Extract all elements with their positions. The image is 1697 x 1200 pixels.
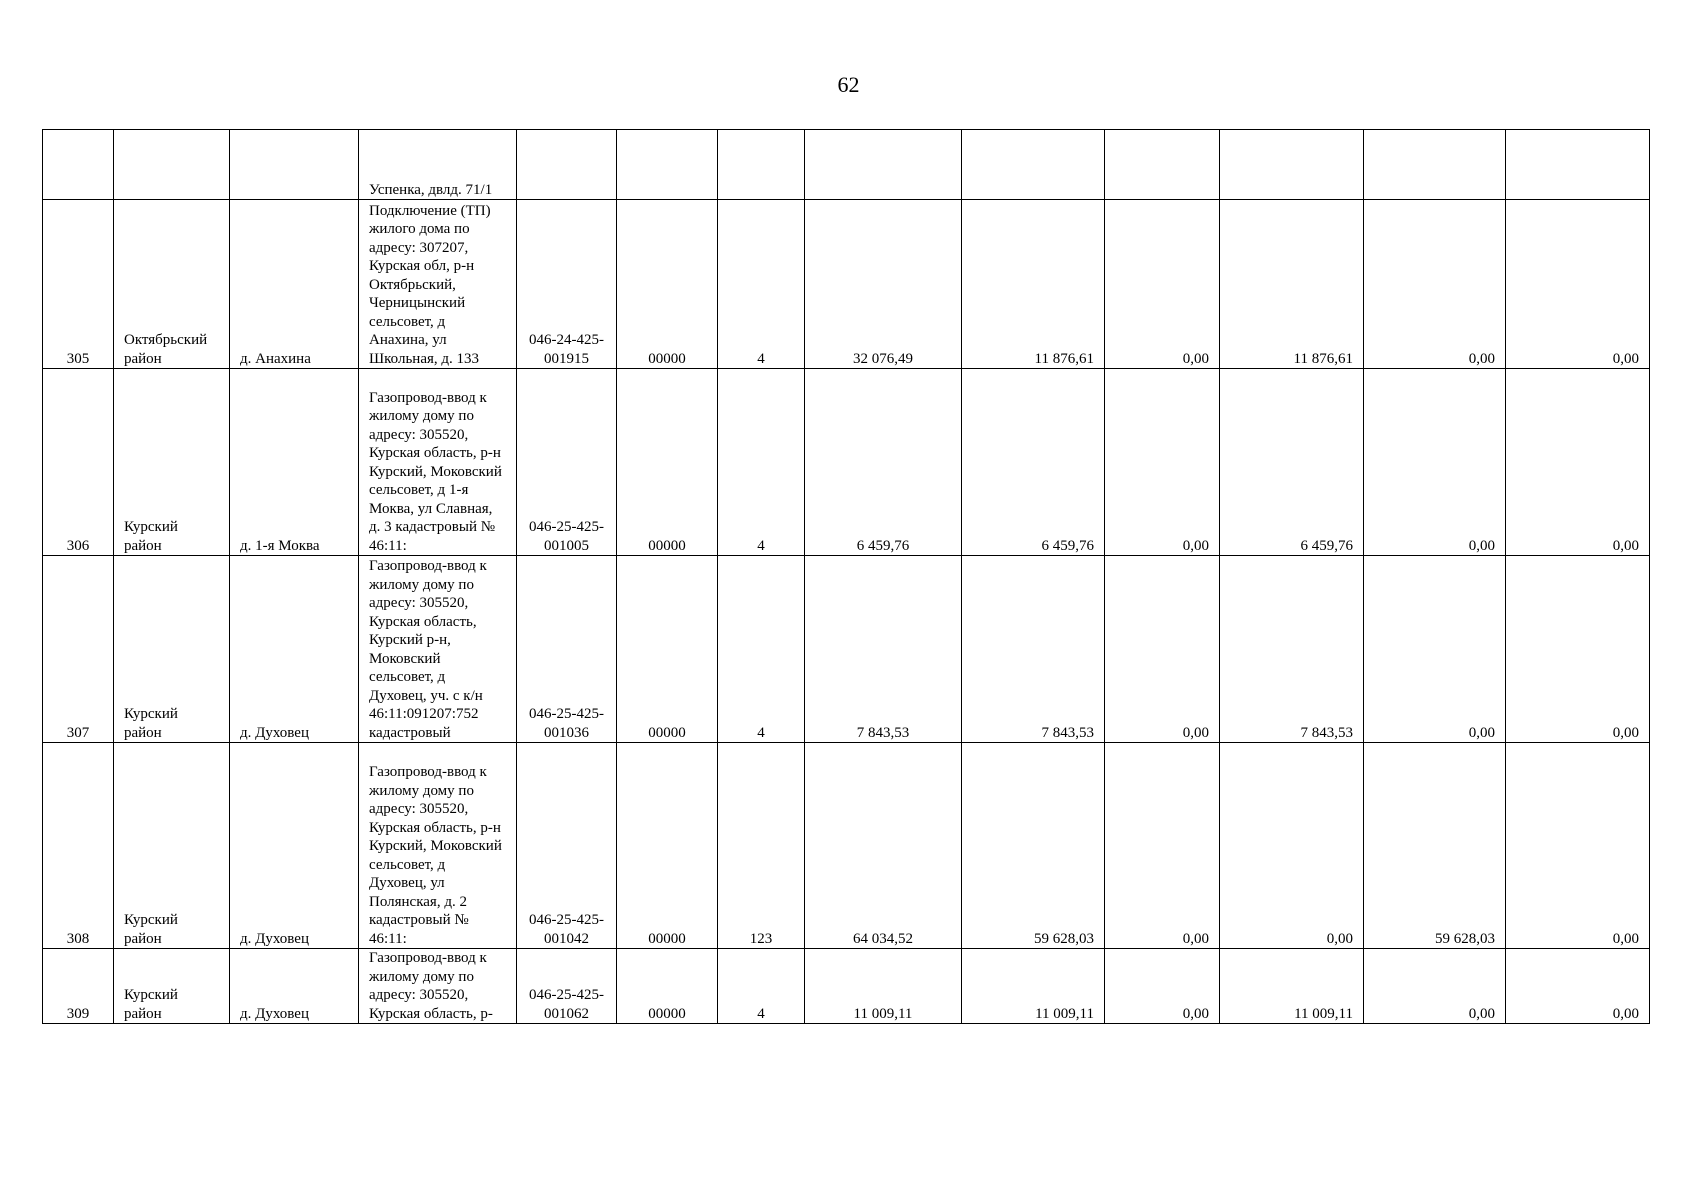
cell-v2: 7 843,53 [962,556,1105,743]
cell-v6: 0,00 [1506,369,1650,556]
cell-address: Газопровод-ввод к жилому дому по адресу: 305520, Курская область, Курский р-н, Моковский сельсовет, д Духовец, уч. с к/н 46:11:091207:752 кадастровый [359,556,517,743]
cell-address: Подключение (ТП) жилого дома по адресу: 307207, Курская обл, р-н Октябрьский, Черницынский сельсовет, д Анахина, ул Школьная, д. 133 [359,200,517,369]
cell-v4 [1220,130,1364,200]
table-row-continuation [43,130,1650,200]
cell-code [517,130,617,200]
cell-v6: 0,00 [1506,200,1650,369]
cell-v4: 7 843,53 [1220,556,1364,743]
cell-v5: 59 628,03 [1364,743,1506,949]
cell-v6: 0,00 [1506,556,1650,743]
cell-v5: 0,00 [1364,556,1506,743]
cell-address: Газопровод-ввод к жилому дому по адресу: 305520, Курская область, р-н Курский, Моковский сельсовет, д Духовец, ул Полянская, д. 2 кадастровый № 46:11: [359,743,517,949]
cell-v5: 0,00 [1364,369,1506,556]
table-row [43,200,1650,369]
cell-v4: 11 009,11 [1220,949,1364,1024]
cell-v3: 0,00 [1105,369,1220,556]
cell-code: 046-24-425-001915 [517,200,617,369]
cell-v6 [1506,130,1650,200]
cell-v2: 11 876,61 [962,200,1105,369]
table-row [43,743,1650,949]
cell-col6: 00000 [617,949,718,1024]
cell-v1: 6 459,76 [805,369,962,556]
table-row [43,949,1650,1024]
cell-col6: 00000 [617,369,718,556]
cell-district: Октябрьский район [114,200,230,369]
cell-v2 [962,130,1105,200]
table-row [43,369,1650,556]
cell-v3: 0,00 [1105,200,1220,369]
cell-col6: 00000 [617,200,718,369]
cell-locality: д. Духовец [230,949,359,1024]
cell-v1: 64 034,52 [805,743,962,949]
cell-district: Курский район [114,949,230,1024]
cell-col7: 4 [718,556,805,743]
cell-address: Успенка, двлд. 71/1 [359,130,517,200]
cell-v3: 0,00 [1105,556,1220,743]
cell-v3: 0,00 [1105,743,1220,949]
cell-locality [230,130,359,200]
data-table [42,129,1650,1024]
cell-code: 046-25-425-001042 [517,743,617,949]
cell-num: 307 [43,556,114,743]
cell-col6: 00000 [617,556,718,743]
cell-locality: д. Духовец [230,556,359,743]
cell-locality: д. 1-я Моква [230,369,359,556]
cell-v4: 0,00 [1220,743,1364,949]
cell-district [114,130,230,200]
cell-v5 [1364,130,1506,200]
cell-v5: 0,00 [1364,200,1506,369]
cell-v3: 0,00 [1105,949,1220,1024]
cell-col7: 4 [718,949,805,1024]
cell-v2: 59 628,03 [962,743,1105,949]
table-row [43,556,1650,743]
cell-num: 308 [43,743,114,949]
cell-num: 306 [43,369,114,556]
cell-v6: 0,00 [1506,949,1650,1024]
cell-num: 305 [43,200,114,369]
cell-v2: 11 009,11 [962,949,1105,1024]
cell-v1 [805,130,962,200]
cell-num [43,130,114,200]
cell-col7: 4 [718,369,805,556]
cell-district: Курский район [114,369,230,556]
cell-v4: 11 876,61 [1220,200,1364,369]
cell-v6: 0,00 [1506,743,1650,949]
cell-district: Курский район [114,556,230,743]
cell-v1: 32 076,49 [805,200,962,369]
cell-v5: 0,00 [1364,949,1506,1024]
cell-code: 046-25-425-001005 [517,369,617,556]
cell-address: Газопровод-ввод к жилому дому по адресу: 305520, Курская область, р-н Курский, Моковский сельсовет, д 1-я Моква, ул Славная, д. 3 кадастровый № 46:11: [359,369,517,556]
page-number: 62 [837,72,860,97]
cell-locality: д. Духовец [230,743,359,949]
cell-address: Газопровод-ввод к жилому дому по адресу: 305520, Курская область, р- [359,949,517,1024]
cell-locality: д. Анахина [230,200,359,369]
cell-v2: 6 459,76 [962,369,1105,556]
cell-district: Курский район [114,743,230,949]
cell-col6 [617,130,718,200]
cell-v4: 6 459,76 [1220,369,1364,556]
cell-code: 046-25-425-001036 [517,556,617,743]
cell-v3 [1105,130,1220,200]
cell-col7: 4 [718,200,805,369]
cell-v1: 11 009,11 [805,949,962,1024]
cell-col7 [718,130,805,200]
cell-col6: 00000 [617,743,718,949]
cell-col7: 123 [718,743,805,949]
cell-num: 309 [43,949,114,1024]
cell-v1: 7 843,53 [805,556,962,743]
cell-code: 046-25-425-001062 [517,949,617,1024]
